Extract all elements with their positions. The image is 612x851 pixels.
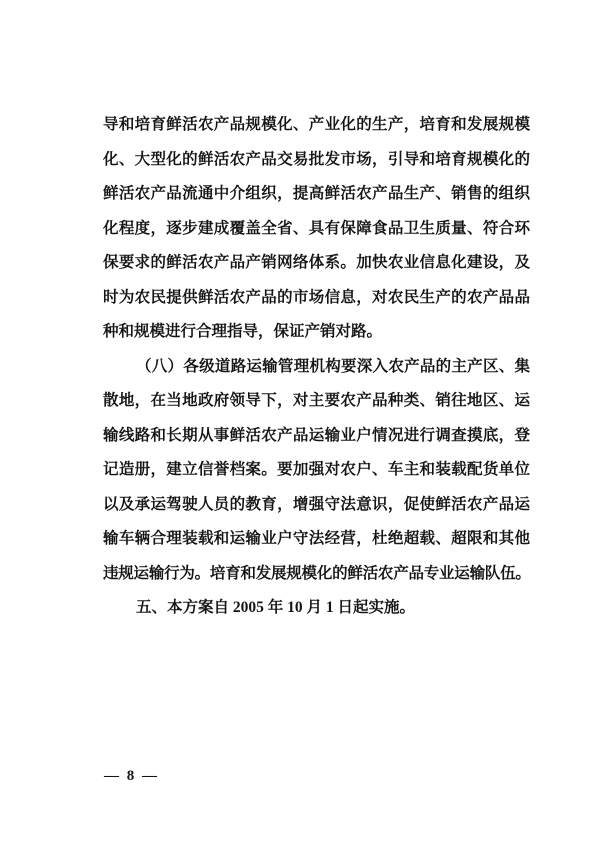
document-line: 保要求的鲜活农产品产销网络体系。加快农业信息化建设，及 [103, 254, 530, 271]
document-line: 时为农民提供鲜活农产品的市场信息，对农民生产的农产品品 [103, 288, 530, 306]
document-line: 导和培育鲜活农产品规模化、产业化的生产，培育和发展规模 [103, 116, 530, 133]
document-line: 化程度，逐步建成覆盖全省、具有保障食品卫生质量、符合环 [103, 219, 530, 237]
page-number: — 8 — [104, 768, 159, 784]
document-line: 鲜活农产品流通中介组织，提高鲜活农产品生产、销售的组织 [103, 185, 530, 202]
document-line: 记造册，建立信誉档案。要加强对农户、车主和装载配货单位 [103, 461, 530, 478]
document-line: 以及承运驾驶人员的教育，增强守法意识，促使鲜活农产品运 [103, 495, 530, 513]
document-text-block [103, 108, 530, 626]
document-line: 散地，在当地政府领导下，对主要农产品种类、销往地区、运 [103, 392, 530, 409]
document-line: 输线路和长期从事鲜活农产品运输业户情况进行调查摸底，登 [103, 426, 530, 444]
document-line: 输车辆合理装载和运输业户守法经营，杜绝超载、超限和其他 [103, 530, 530, 547]
document-line: 违规运输行为。培育和发展规模化的鲜活农产品专业运输队伍。 [103, 564, 530, 582]
document-line: 化、大型化的鲜活农产品交易批发市场，引导和培育规模化的 [103, 150, 530, 168]
document-line: （八）各级道路运输管理机构要深入农产品的主产区、集 [136, 357, 530, 375]
document-line: 种和规模进行合理指导，保证产销对路。 [103, 323, 383, 340]
document-closing-line: 五、本方案自 2005 年 10 月 1 日起实施。 [136, 599, 416, 616]
